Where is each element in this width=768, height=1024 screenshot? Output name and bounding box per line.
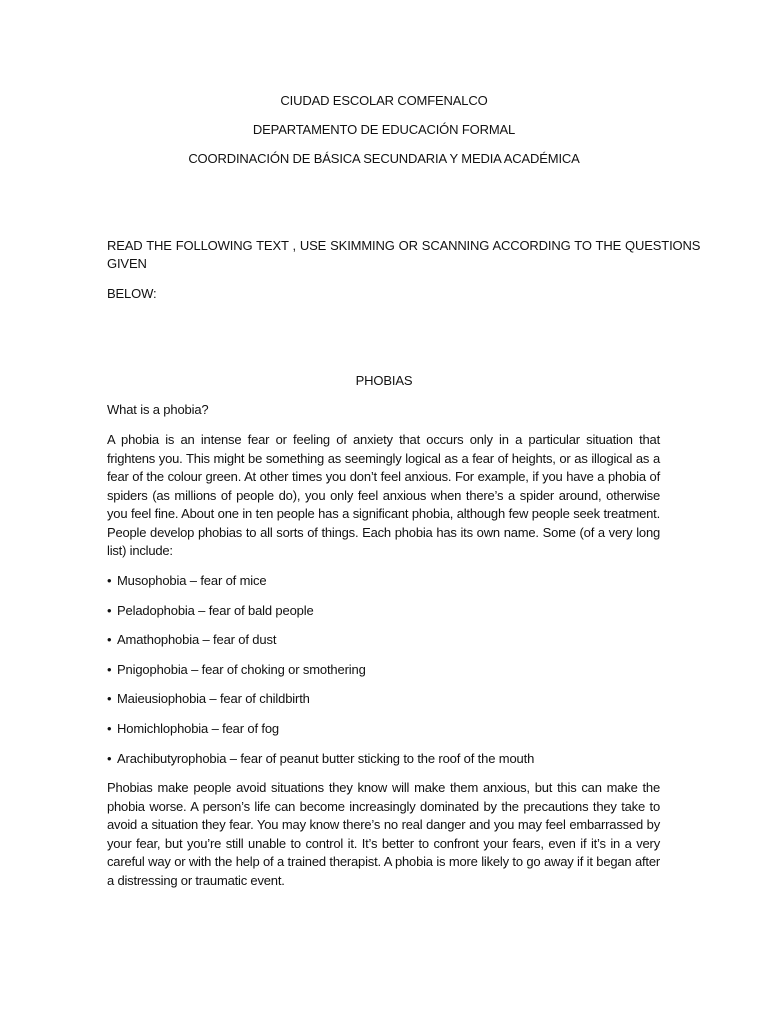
school-name: CIUDAD ESCOLAR COMFENALCO (280, 93, 488, 108)
phobia-list (107, 572, 534, 779)
section-question: What is a phobia? (107, 402, 209, 417)
bullet-icon: • (107, 691, 112, 707)
list-item: • Musophobia – fear of mice (107, 572, 534, 602)
instructions-line-1: READ THE FOLLOWING TEXT , USE SKIMMING OR SCANNING ACCORDING TO THE QUESTIONS (107, 238, 701, 253)
coordination-name: COORDINACIÓN DE BÁSICA SECUNDARIA Y MEDIA ACADÉMICA (188, 151, 580, 166)
paragraph-conclusion: Phobias make people avoid situations they know will make them anxious, but this can make the phobia worse. A person’s life can become increasingly dominated by the precautions they take to avoid a situation they fear. You may know there’s no real danger and you may feel embarrassed by your fear, but you’re still unable to control it. It’s better to confront your fears, even if it’s in a very careful way or with the help of a trained therapist. A phobia is more likely to go away if it began after a distressing or traumatic event. (107, 780, 660, 888)
list-item: • Arachibutyrophobia – fear of peanut butter sticking to the roof of the mouth (107, 750, 534, 780)
bullet-icon: • (107, 573, 112, 588)
paragraph-intro: A phobia is an intense fear or feeling of anxiety that occurs only in a particular situation that frightens you. This might be something as seemingly logical as a fear of heights, or as illogical as a fear of the colour green. At other times you don’t feel anxious. For example, if you have a phobia of spiders (as millions of people do), you only feel anxious when there’s a spider around, otherwise you feel fine. About one in ten people has a significant phobia, although few people seek treatment. People develop phobias to all sorts of things. Each phobia has its own name. Some (of a very long list) include: (107, 432, 660, 558)
instructions-line-3: BELOW: (107, 286, 157, 301)
bullet-icon: • (107, 720, 112, 736)
bullet-icon: • (107, 632, 112, 648)
document-title: PHOBIAS (355, 373, 413, 388)
list-item: • Maieusiophobia – fear of childbirth (107, 690, 534, 720)
bullet-icon: • (107, 602, 112, 618)
bullet-icon: • (107, 661, 112, 677)
bullet-icon: • (107, 750, 112, 766)
instructions-line-2: GIVEN (107, 256, 147, 271)
department-name: DEPARTAMENTO DE EDUCACIÓN FORMAL (252, 122, 516, 137)
list-item: • Pnigophobia – fear of choking or smothering (107, 661, 534, 691)
list-item: • Amathophobia – fear of dust (107, 631, 534, 661)
list-item: • Peladophobia – fear of bald people (107, 602, 534, 632)
list-item: • Homichlophobia – fear of fog (107, 720, 534, 750)
